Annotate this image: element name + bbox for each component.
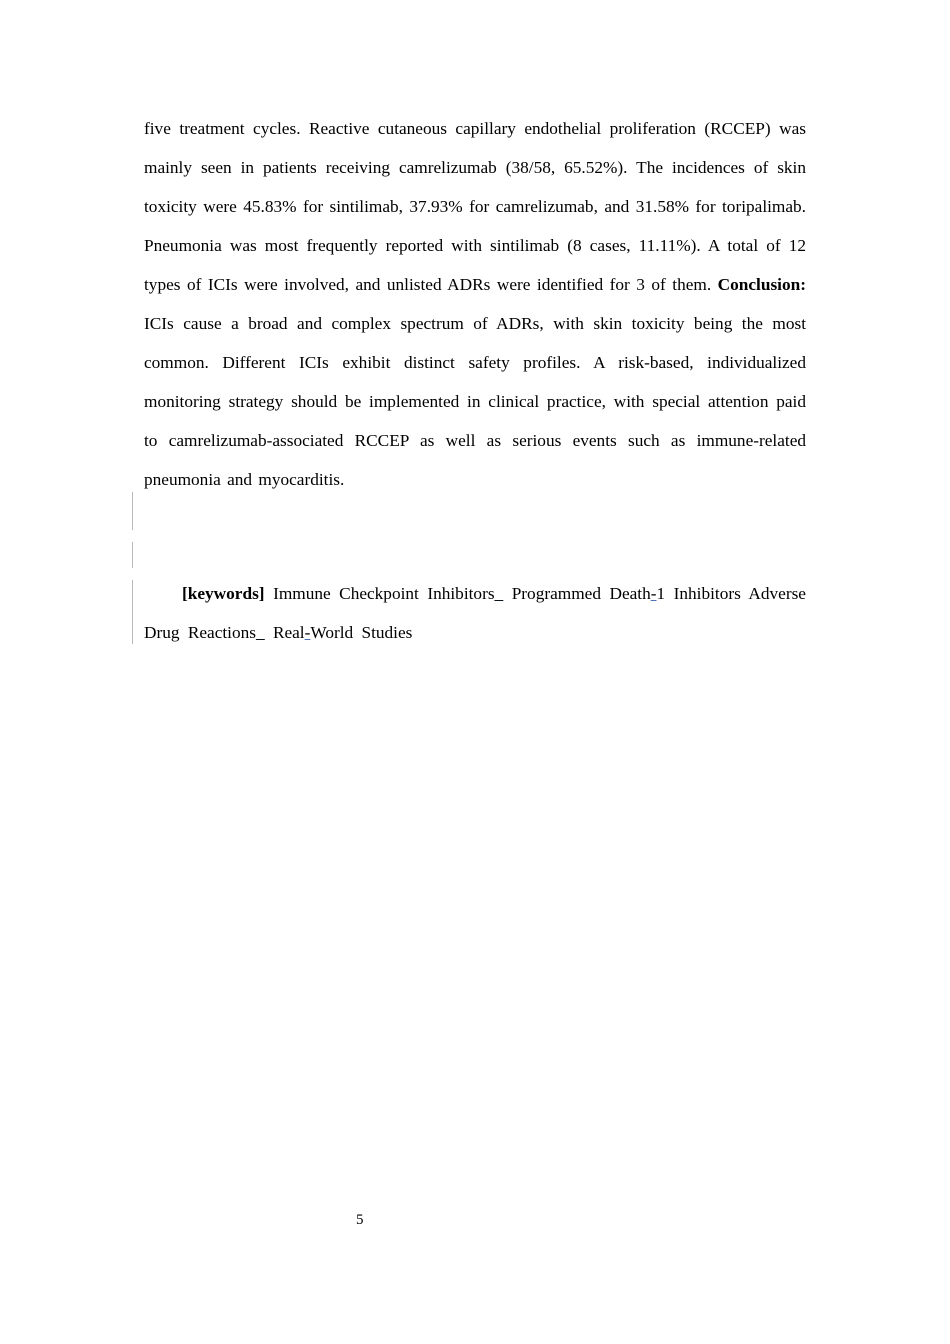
abstract-text-conclusion: ICIs cause a broad and complex spectrum of ADRs, with skin toxicity being the most common. Different ICIs exhibit distinct safety profiles. A risk-based, individualized monitoring strategy should be implemented in clinical practice, with special attention paid to camrelizumab-associated RCCEP as well as serious events such as immune-related pneumonia and myocarditis. <box>144 314 806 489</box>
keyword-hyphen: - <box>304 623 311 642</box>
keyword-separator: _ <box>494 584 504 603</box>
keywords-paragraph <box>144 574 806 652</box>
keyword-immune-checkpoint: Immune Checkpoint Inhibitors <box>264 584 495 603</box>
keyword-real-world-part2: World Studies <box>310 623 413 642</box>
page-number: 5 <box>356 1212 364 1228</box>
abstract-text-results: five treatment cycles. Reactive cutaneous capillary endothelial proliferation (RCCEP) was mainly seen in patients receiving camrelizumab (38/58, 65.52%). The incidences of skin toxicity were 45.83% for sintilimab, 37.93% for camrelizumab, and 31.58% for toripalimab. Pneumonia was most frequently reported with sintilimab (8 cases, 11.11%). A total of 12 types of ICIs were involved, and unlisted ADRs were identified for 3 of them. <box>144 119 806 294</box>
keyword-separator: _ <box>255 623 265 642</box>
keyword-pd1-part1: Programmed Death <box>503 584 651 603</box>
change-bar <box>132 542 133 568</box>
abstract-paragraph <box>144 109 806 499</box>
keywords-label: [keywords] <box>182 584 265 603</box>
conclusion-label: Conclusion: <box>717 275 806 294</box>
keyword-hyphen: - <box>650 584 657 603</box>
change-bar <box>132 492 133 530</box>
keyword-pd1-part2: 1 Inhibitors Adverse Drug Reactions <box>144 584 806 642</box>
keyword-real-world-part1: Real <box>264 623 305 642</box>
change-bar <box>132 580 133 644</box>
